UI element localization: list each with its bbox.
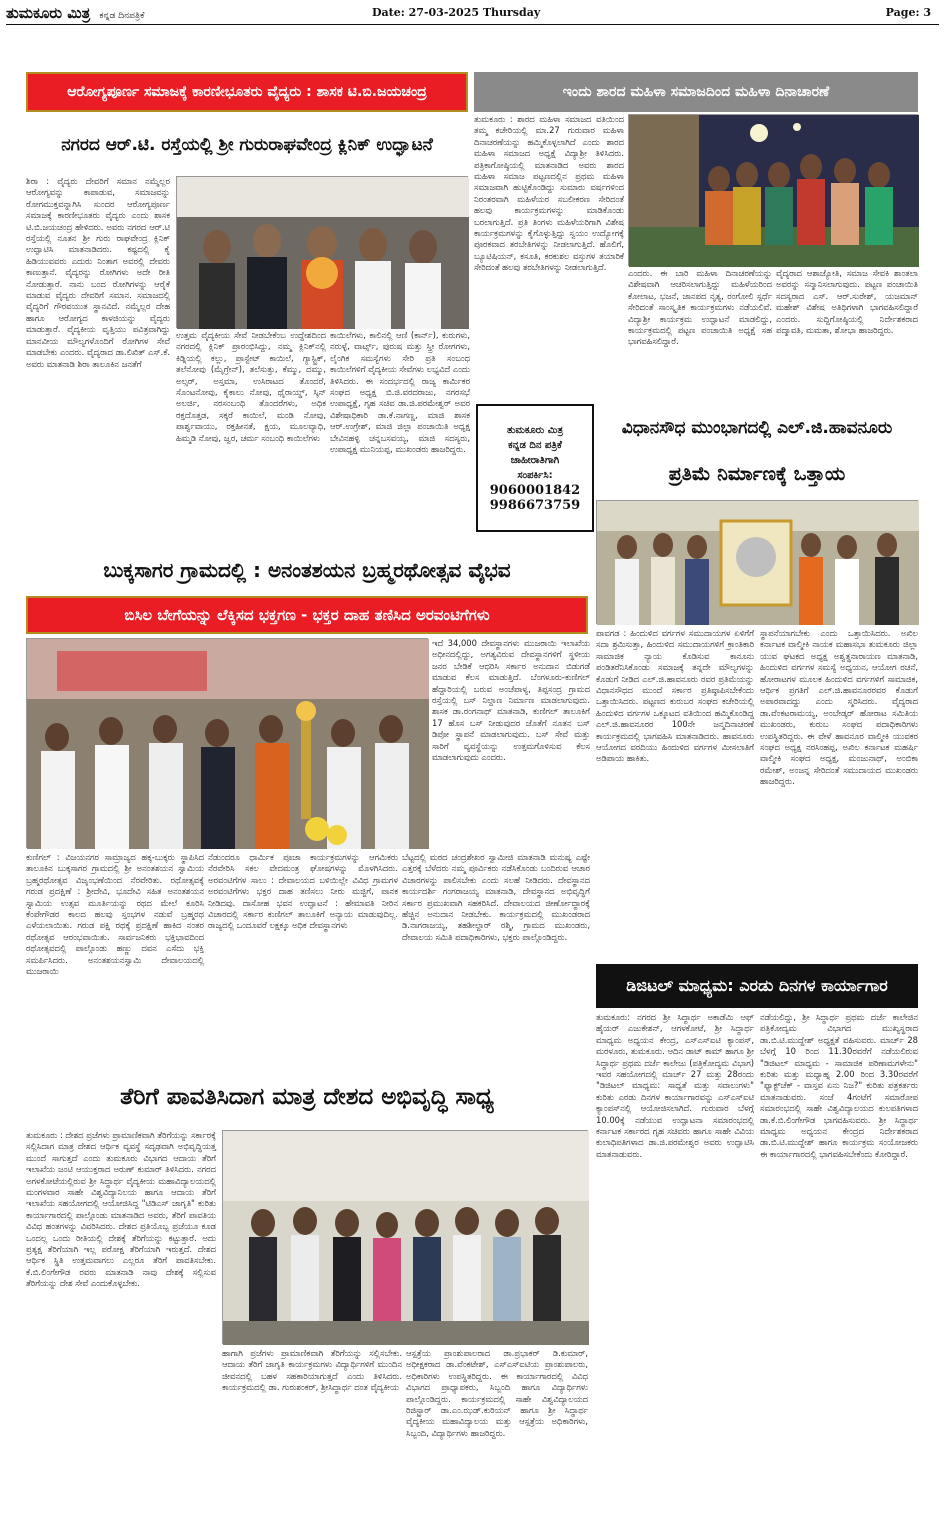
story1-body-col3: ಕಾಯಿಲೆಗಳು, ಕಾಲಿನಲ್ಲಿ ಆಣಿ (ಕಾರ್ನ್), ಕುರುಗಳು, ನರುಳ್ಳೆ, ವಾರ್ಟ್ಸ್, ಪುರುಷ ಮತ್ತು ಸ್ತ್ರೀ ರೋಗಗಳು, ಲೈಂಗಿಕ ಸಮಸ್ಯೆಗಳು ಸೇರಿ ಪ್ರತಿ ಸಂಬಂಧ ಕಾಯಿಲೆಗಳಿಗೆ ವೈದ್ಯಕೀಯ ಸೇವೆಗಳು ಲಭ್ಯವಿದೆ ಎಂದು ತಿಳಿಸಿದರು. ಈ ಸಂದರ್ಭದಲ್ಲಿ ರಾಜ್ಯ ಕಾರ್ಮಿಕರ ಸಂಘದ ಅಧ್ಯಕ್ಷ ಬಿ.ಜಿ.ವರದರಾಜು, ನಗರಸಭೆ ಉಪಾಧ್ಯಕ್ಷೆ, ಗೃಹ ಸಚಿವ ಡಾ.ಜಿ.ಪರಮೇಶ್ವರ್ ಅವರ ವಿಶೇಷಾಧಿಕಾರಿ ಡಾ.ಕೆ.ನಾಗಣ್ಣ, ಮಾಜಿ ಶಾಸಕ ಆರ್.ಉಗ್ರೇಶ್, ಮಾಜಿ ಜಿಲ್ಲಾ ಪಂಚಾಯಿತಿ ಅಧ್ಯಕ್ಷ ಬೇವಿನಹಳ್ಳಿ ಚನ್ನಬಸವಯ್ಯ, ಮಾಜಿ ಸದಸ್ಯರು, ಉಪಾಧ್ಯಕ್ಷ ಮುನಿಯಪ್ಪ, ಮುಖಂಡರು ಹಾಜರಿದ್ದರು. (330, 330, 470, 455)
story6-body-col2: ಆಸ್ಪತ್ರೆಯ ಪ್ರಾಂಶುಪಾಲರಾದ ಡಾ.ಪ್ರಭಾಕರ್ ಡಿ.ಕುಮಾರ್, ಅಧೀಕ್ಷಕರಾದ ಡಾ.ವೆಂಕಟೇಶ್, ಎಸ್‌ಎಸ್‌ಐಟಿಯ ಪ್ರಾಂಶುಪಾಲರು, ಅಧಿಕಾರಿಗಳು ಉಪಸ್ಥಿತರಿದ್ದರು. ಈ ಕಾರ್ಯಾಗಾರದಲ್ಲಿ ವಿವಿಧ ವಿಭಾಗದ ಪ್ರಾಧ್ಯಾಪಕರು, ಸಿಬ್ಬಂದಿ ಹಾಗೂ ವಿದ್ಯಾರ್ಥಿಗಳು ಪಾಲ್ಗೊಂಡಿದ್ದರು. ಕಾರ್ಯಕ್ರಮದಲ್ಲಿ ಸಾಹೇ ವಿಶ್ವವಿದ್ಯಾಲಯದ ರಿಜಿಸ್ಟ್ರಾರ್ ಡಾ.ಎಂ.ಝಡ್.ಕುರಿಯನ್ ಹಾಗೂ ಶ್ರೀ ಸಿದ್ಧಾರ್ಥ ವೈದ್ಯಕೀಯ ಮಹಾವಿದ್ಯಾಲಯ ಮತ್ತು ಆಸ್ಪತ್ರೆಯ ಅಧಿಕಾರಿಗಳು, ಸಿಬ್ಬಂದಿ, ವಿದ್ಯಾರ್ಥಿಗಳು ಹಾಜರಿದ್ದರು. (406, 1348, 588, 1438)
story1-kicker: ಆರೋಗ್ಯಪೂರ್ಣ ಸಮಾಜಕ್ಕೆ ಕಾರಣೀಭೂತರು ವೈದ್ಯರು : ಶಾಸಕ ಟಿ.ಬಿ.ಜಯಚಂದ್ರ (67, 84, 427, 100)
story2-women-photo (628, 114, 918, 266)
story4-body-right: ಇದೆ 34,000 ದೇವಸ್ಥಾನಗಳು ಮುಜರಾಯಿ ಇಲಾಖೆಯ ಅಧೀನದಲ್ಲಿದ್ದು, ಅಗತ್ಯವಿರುವ ದೇವಸ್ಥಾನಗಳಿಗೆ ಸ್ಥಳೀಯ ಜನರ ಬೇಡಿಕೆ ಆಧರಿಸಿ ಸರ್ಕಾರ ಅನುದಾನ ಬಿಡುಗಡೆ ಮಾಡುವ ಕೆಲಸ ಮಾಡುತ್ತಿದೆ. ಬೆಂಗಳೂರು-ಕುಣಿಗಲ್ ಹೆದ್ದಾರಿಯಲ್ಲಿ ಬರುವ ಅಂಚೆಪಾಳ್ಯ, ತಿಪ್ಪಸಂದ್ರ ಗ್ರಾಮದ ರಸ್ತೆಯಲ್ಲಿ ಬಸ್ ನಿಲ್ದಾಣ ನಿರ್ಮಾಣ ಮಾಡಲಾಗುವುದು. ಶಾಸಕ ಡಾ.ರಂಗನಾಥ್ ಮಾತನಾಡಿ, ಕುಣಿಗಲ್ ತಾಲೂಕಿಗೆ 17 ಹೊಸ ಬಸ್ ನೀಡುವುದರ ಜೊತೆಗೆ ನೂತನ ಬಸ್ ಡಿಪೋ ಸ್ಥಾಪನೆ ಮಾಡಲಾಗುವುದು. ಬಸ್ ಸೇವೆ ಮತ್ತು ಸಾರಿಗೆ ವ್ಯವಸ್ಥೆಯನ್ನು ಉತ್ತಮಗೊಳಿಸುವ ಕೆಲಸ ಮಾಡಲಾಗುವುದು ಎಂದರು. (432, 638, 590, 763)
temple-event-photo-image (27, 639, 429, 849)
logo-text: ತುಮಕೂರು ಮಿತ್ರ (6, 4, 91, 22)
ad-for-advert: ಜಾಹೀರಾತಿಗಾಗಿ (510, 455, 560, 466)
story4-kicker: ಬಿಸಿಲ ಬೇಗೆಯನ್ನು ಲೆಕ್ಕಿಸದ ಭಕ್ತಗಣ - ಭಕ್ತರ ದಾಹ ತಣಿಸಿದ ಅರವಂಟಿಗೆಗಳು (124, 606, 490, 624)
story1-body-col1: ಶಿರಾ : ವೈದ್ಯರು ದೇವರಿಗೆ ಸಮಾನ ನಮ್ಮೆಲ್ಲರ ಆರೋಗ್ಯವನ್ನು ಕಾಪಾಡುವ, ಸಮಾಜವನ್ನು ರೋಗಮುಕ್ತವನ್ನಾಗಿಸಿ ಸುಂದರ ಆರೋಗ್ಯಪೂರ್ಣ ಸಮಾಜಕ್ಕೆ ಕಾರಣೀಭೂತರು ವೈದ್ಯರು ಎಂದು ಶಾಸಕ ಟಿ.ಬಿ.ಜಯಚಂದ್ರ ಹೇಳಿದರು. ಅವರು ನಗರದ ಆರ್.ಟಿ ರಸ್ತೆಯಲ್ಲಿ ನೂತನ ಶ್ರೀ ಗುರು ರಾಘವೇಂದ್ರ ಕ್ಲಿನಿಕ್ ಉದ್ಘಾಟಿಸಿ ಮಾತನಾಡಿದರು. ಕಷ್ಟದಲ್ಲಿ ಕೈ ಹಿಡಿಯುವವರು ಎದುರು ನಿಂತಾಗ ಅವರಲ್ಲಿ ದೇವರು ಕಾಣುತ್ತಾನೆ. ವೈದ್ಯರನ್ನು ರೋಗಿಗಳು ಅದೇ ರೀತಿ ನೋಡುತ್ತಾರೆ. ನಾನು ಬಂದ ರೋಗಿಗಳನ್ನು ಆರೈಕೆ ಮಾಡುವ ವೈದ್ಯರು ದೇವರಿಗೆ ಸಮಾನ. ಸಮಾಜದಲ್ಲಿ ವೈದ್ಯರಿಗೆ ಗೌರವಯುತ ಸ್ಥಾನವಿದೆ. ನಮ್ಮೆಲ್ಲರ ದೇಹ ಹಾಗೂ ಆರೋಗ್ಯದ ಕಾಳಜಿಯನ್ನು ವೈದ್ಯರು ಮಾಡುತ್ತಾರೆ. ವೈದ್ಯಕೀಯ ವೃತ್ತಿಯು ಪವಿತ್ರವಾಗಿದ್ದು ಮಾನವೀಯ ಮೌಲ್ಯಗಳೊಂದಿಗೆ ರೋಗಿಗಳ ಸೇವೆ ಮಾಡಬೇಕು ಎಂದರು. ವೈದ್ಯರಾದ ಡಾ.ಲಿಖಿತ್ ಎಸ್.ಕೆ. ಅವರು ಮಾತನಾಡಿ ಶಿರಾ ತಾಲೂಕಿನ ಜನತೆಗೆ (26, 176, 170, 369)
story4-kicker-banner (26, 596, 588, 634)
story1-body-col2: ಉತ್ತಮ ವೈದ್ಯಕೀಯ ಸೇವೆ ನೀಡಬೇಕೆಂಬ ಉದ್ದೇಶದಿಂದ ನಗರದಲ್ಲಿ ಕ್ಲಿನಿಕ್ ಪ್ರಾರಂಭಿಸಿದ್ದು, ನಮ್ಮ ಕ್ಲಿನಿಕ್‌ನಲ್ಲಿ ಕಿಡ್ನಿಯಲ್ಲಿ ಕಲ್ಲು, ಪ್ರಾಸ್ಟೇಟ್ ಕಾಯಿಲೆ, ಗ್ಯಾಸ್ಟ್ರಿಕ್, ತಲೆನೋವು (ಮೈಗ್ರೇನ್), ತಲೆಸುತ್ತು, ಕೆಮ್ಮು, ದಮ್ಮು, ಅಲ್ಸರ್, ಅಸ್ತಮಾ, ಉಸಿರಾಟದ ತೊಂದರೆ, ಸೊಂಟನೋವು, ಕೈಕಾಲು ನೋವು, ಥೈರಾಯ್ಡ್, ಸ್ಕಿನ್ ಅಲರ್ಜಿ, ನರಸಂಬಂಧಿ ತೊಂದರೆಗಳು, ಅಧಿಕ ರಕ್ತದೊತ್ತಡ, ಸಕ್ಕರೆ ಕಾಯಿಲೆ, ಮಂಡಿ ನೋವು, ಪಾರ್ಶ್ವವಾಯು, ರಕ್ತಹೀನತೆ, ಕ್ಷಯ, ಮೂಲವ್ಯಾಧಿ, ಹಿಮ್ಮಡಿ ನೋವು, ಜ್ವರ, ಚರ್ಮ ಸಂಬಂಧಿ ಕಾಯಿಲೆಗಳು (176, 330, 326, 443)
masthead-rule (6, 24, 939, 25)
story1-kicker-banner (26, 72, 468, 112)
story2-body-col2: ಎಂದರು. ಈ ಬಾರಿ ಮಹಿಳಾ ದಿನಾಚರಣೆಯನ್ನು ವಿಶೇಷವಾಗಿ ಆಚರಿಸಲಾಗುತ್ತಿದ್ದು ಮಹಿಳೆಯರಿಂದ ಕೋಲಾಟ, ಭಜನೆ, ಜಾನಪದ ನೃತ್ಯ, ರಂಗೋಲಿ ಸ್ಪರ್ಧೆ ಸೇರಿದಂತೆ ಸಾಂಸ್ಕೃತಿಕ ಕಾರ್ಯಕ್ರಮಗಳು ನಡೆಯಲಿವೆ. ವಿದ್ಯಾಶ್ರೀ ಕಾರ್ಯಕ್ರಮ ಉದ್ಘಾಟನೆ ಮಾಡಲಿದ್ದು, ಕಾರ್ಯಕ್ರಮದಲ್ಲಿ ಪಟ್ಟಣ ಪಂಚಾಯಿತಿ ಅಧ್ಯಕ್ಷೆ ಸಹ ಭಾಗವಹಿಸಲಿದ್ದಾರೆ. (628, 268, 772, 347)
story4-body-col1: ಕುಣಿಗಲ್ : ವಿಜಯನಗರ ಸಾಮ್ರಾಜ್ಯದ ಹಕ್ಕ-ಬುಕ್ಕರು ಸ್ಥಾಪಿಸಿದ ತಾಲೂಕಿನ ಬುಕ್ಕಸಾಗರ ಗ್ರಾಮದಲ್ಲಿ ಶ್ರೀ ಅನಂತಶಯನ ಸ್ವಾಮಿಯ ಬ್ರಹ್ಮರಥೋತ್ಸವ ವಿಜೃಂಭಣೆಯಿಂದ ನೆರವೇರಿತು. ರಥೋತ್ಸವಕ್ಕೆ ಗರುಡ ಪ್ರದಕ್ಷಿಣೆ : ಶ್ರೀದೇವಿ, ಭೂದೇವಿ ಸಹಿತ ಅನಂತಶಯನ ಸ್ವಾಮಿಯ ಉತ್ಸವ ಮೂರ್ತಿಯನ್ನು ರಥದ ಮೇಲೆ ಕೂರಿಸಿ ಕೆಂಪೇಗೌಡರ ಕಾಲದ ಹಲವು ಸ್ತಂಭಗಳ ನಡುವೆ ಬ್ರಹ್ಮರಥ ಎಳೆಯಲಾಯಿತು. ಗರುಡ ಪಕ್ಷಿ ರಥಕ್ಕೆ ಪ್ರದಕ್ಷಿಣೆ ಹಾಕಿದ ನಂತರ ರಥೋತ್ಸವ ಆರಂಭವಾಯಿತು. ಸಾರ್ವಜನಿಕರು ಭಕ್ತಿಭಾವದಿಂದ ರಥೋತ್ಸವದಲ್ಲಿ ಪಾಲ್ಗೊಂಡು ಹಣ್ಣು ದವನ ಎಸೆದು ಭಕ್ತಿ ಸಮರ್ಪಿಸಿದರು. ಅನಂತಶಯನಸ್ವಾಮಿ ದೇವಾಲಯದಲ್ಲಿ ಮುಜರಾಯಿ (26, 852, 204, 977)
story6-group-photo (222, 1130, 588, 1344)
story5-body-col2: ನಡೆಯಲಿದ್ದು, ಶ್ರೀ ಸಿದ್ಧಾರ್ಥ ಪ್ರಥಮ ದರ್ಜೆ ಕಾಲೇಜಿನ ಪತ್ರಿಕೋದ್ಯಮ ವಿಭಾಗದ ಮುಖ್ಯಸ್ಥರಾದ ಡಾ.ಬಿ.ಟಿ.ಮುದ್ದೇಶ್ ಅಧ್ಯಕ್ಷತೆ ವಹಿಸುವರು. ಮಾರ್ಚ್ 28 ಬೆಳಗ್ಗೆ 10 ರಿಂದ 11.30ರವರೆಗೆ ನಡೆಯಲಿರುವ "ಡಿಜಿಟಲ್ ಮಾಧ್ಯಮ - ಸಾಮಾಜಿಕ ಪರಿಣಾಮಗಳೇನು" ಕುರಿತು ಮತ್ತು ಮಧ್ಯಾಹ್ನ 2.00 ರಿಂದ 3.30ರವರೆಗೆ "ಫ್ಯಾಕ್ಟ್‌ಚೆಕ್ - ವಾಸ್ತವ ಏನು ನಿಜ?" ಕುರಿತು ಪತ್ರಕರ್ತರು ಮಾತನಾಡುವರು. ಸಂಜೆ 4ಗಂಟೆಗೆ ಸಮಾರೋಪ ಸಮಾರಂಭದಲ್ಲಿ ಸಾಹೇ ವಿಶ್ವವಿದ್ಯಾಲಯದ ಕುಲಪತಿಗಳಾದ ಡಾ.ಕೆ.ಬಿ.ಲಿಂಗೇಗೌಡ ಭಾಗವಹಿಸುವರು. ಶ್ರೀ ಸಿದ್ಧಾರ್ಥ ಮಾಧ್ಯಮ ಅಧ್ಯಯನ ಕೇಂದ್ರದ ನಿರ್ದೇಶಕರಾದ ಡಾ.ಬಿ.ಟಿ.ಮುದ್ದೇಶ್ ಹಾಗೂ ಕಾರ್ಯಕ್ರಮ ಸಂಯೋಜಕರು ಈ ಕಾರ್ಯಾಗಾರದಲ್ಲಿ ಭಾಗವಹಿಸಬೇಕೆಂದು ಕೋರಿದ್ದಾರೆ. (760, 1012, 918, 1159)
ad-paper-name: ತುಮಕೂರು ಮಿತ್ರ (506, 425, 564, 436)
story1-headline: ನಗರದ ಆರ್.ಟಿ. ರಸ್ತೆಯಲ್ಲಿ ಶ್ರೀ ಗುರುರಾಘವೇಂದ್ರ ಕ್ಲಿನಿಕ್ ಉದ್ಘಾಟನೆ (61, 135, 433, 155)
ad-paper-tagline: ಕನ್ನಡ ದಿನ ಪತ್ರಿಕೆ (508, 440, 562, 451)
story2-kicker: ಇಂದು ಶಾರದ ಮಹಿಳಾ ಸಮಾಜದಿಂದ ಮಹಿಳಾ ದಿನಾಚಾರಣೆ (562, 84, 830, 100)
story3-body-col2: ಸ್ಥಾಪನೆಯಾಗಬೇಕು ಎಂದು ಒತ್ತಾಯಿಸಿದರು. ಅಖಿಲ ಕರ್ನಾಟಕ ವಾಲ್ಮೀಕಿ ನಾಯಕ ಮಹಾಸಭಾ ತುಮಕೂರು ಜಿಲ್ಲಾ ಯುವ ಘಟಕದ ಅಧ್ಯಕ್ಷ ಅಶ್ವತ್ಥನಾರಾಯಣ ಮಾತನಾಡಿ, ಹಿಂದುಳಿದ ವರ್ಗಗಳ ಸಮಸ್ಯೆ ಅಧ್ಯಯನ, ಆಯೋಗ ರಚನೆ, ಹೋರಾಟಗಳ ಮೂಲಕ ಹಿಂದುಳಿದ ವರ್ಗಗಳಿಗೆ ಸಾಮಾಜಿಕ, ಆರ್ಥಿಕ ಪ್ರಗತಿಗೆ ಎಲ್.ಜಿ.ಹಾವನೂರರವರ ಕೊಡುಗೆ ಅಪಾರವಾದದ್ದು ಎಂದು ಸ್ಮರಿಸಿದರು. ವೈದ್ಯರಾದ ಡಾ.ವೆಂಕಟರಾಮಯ್ಯ, ಅಂಬೇಡ್ಕರ್ ಹೋರಾಟ ಸಮಿತಿಯ ಮುಖಂಡರು, ಕುರುಬ ಸಂಘದ ಪದಾಧಿಕಾರಿಗಳು ಉಪಸ್ಥಿತರಿದ್ದರು. ಈ ವೇಳೆ ಹಾವನೂರ ವಾಲ್ಮೀಕಿ ಯುವಕರ ಸಂಘದ ಅಧ್ಯಕ್ಷ ನರಸಿಂಹಪ್ಪ, ಅಖಿಲ ಕರ್ನಾಟಕ ಮಹರ್ಷಿ ವಾಲ್ಮೀಕಿ ಸಂಘದ ಅಧ್ಯಕ್ಷ, ಮಂಜುನಾಥ್, ಅಂಬಿಕಾ ರಮೇಶ್, ಅಂಜನ್ನ ಸೇರಿದಂತೆ ಸಮುದಾಯದ ಮುಖಂಡರು ಹಾಜರಿದ್ದರು. (760, 628, 918, 787)
story4-body-col3: ಬೆಟ್ಟದಲ್ಲಿ ಮಠದ ಚಂದ್ರಶೇಖರ ಸ್ವಾಮೀಜಿ ಮಾತನಾಡಿ ಮನುಷ್ಯ ಎಷ್ಟೇ ಎತ್ತರಕ್ಕೆ ಬೆಳೆದರು ನಮ್ಮ ಪೂರ್ವಿಕರು ನಡೆಸಿಕೊಂಡು ಬಂದಿರುವ ಆಚಾರ ವಿಚಾರಗಳನ್ನು ಪಾಲಿಸಬೇಕು ಎಂದು ಸಲಹೆ ನೀಡಿದರು. ದೇವಸ್ಥಾನದ ಕಾರ್ಯದರ್ಶಿ ಗಂಗರಾಜಯ್ಯ ಮಾತನಾಡಿ, ದೇವಸ್ಥಾನದ ಅಭಿವೃದ್ಧಿಗೆ ಸರ್ಕಾರ ಪ್ರಮುಖವಾಗಿ ಸಹಕರಿಸಿದೆ. ದೇವಾಲಯದ ಜೀರ್ಣೋದ್ಧಾರಕ್ಕೆ ಹೆಚ್ಚಿನ ಅನುದಾನ ನೀಡಬೇಕು. ಕಾರ್ಯಕ್ರಮದಲ್ಲಿ ಮುಖಂಡರಾದ ಡಿ.ನಾಗರಾಜಯ್ಯ, ತಹಶೀಲ್ದಾರ್ ರಶ್ಮಿ, ಗ್ರಾಮದ ಮುಖಂಡರು, ದೇವಾಲಯ ಸಮಿತಿ ಪದಾಧಿಕಾರಿಗಳು, ಭಕ್ತರು ಪಾಲ್ಗೊಂಡಿದ್ದರು. (402, 852, 590, 942)
ad-contact-label: ಸಂಪರ್ಕಿಸಿ: (517, 470, 553, 481)
story2-body-col1: ತುಮಕೂರು : ಶಾರದ ಮಹಿಳಾ ಸಮಾಜದ ವತಿಯಿಂದ ತಮ್ಮ ಕಚೇರಿಯಲ್ಲಿ ಮಾ.27 ಗುರುವಾರ ಮಹಿಳಾ ದಿನಾಚರಣೆಯನ್ನು ಹಮ್ಮಿಕೊಳ್ಳಲಾಗಿದೆ ಎಂದು ಶಾರದ ಮಹಿಳಾ ಸಮಾಜದ ಅಧ್ಯಕ್ಷೆ ವಿದ್ಯಾಶ್ರೀ ತಿಳಿಸಿದರು. ಪತ್ರಿಕಾಗೋಷ್ಠಿಯಲ್ಲಿ ಮಾತನಾಡಿದ ಅವರು ಶಾರದ ಮಹಿಳಾ ಸಮಾಜ ಪಟ್ಟಣದಲ್ಲಿನ ಪ್ರಥಮ ಮಹಿಳಾ ಸಮಾಜವಾಗಿ ಹುಟ್ಟಿಕೊಂಡಿದ್ದು ಸುಮಾರು ವರ್ಷಗಳಿಂದ ನಿರಂತರವಾಗಿ ಮಹಿಳೆಯರ ಸಬಲೀಕರಣ ಸೇರಿದಂತೆ ಹಲವು ಕಾರ್ಯಕ್ರಮಗಳನ್ನು ಮಾಡಿಕೊಂಡು ಬರಲಾಗುತ್ತಿದೆ. ಪ್ರತಿ ತಿಂಗಳು ಮಹಿಳೆಯರಿಗಾಗಿ ವಿಶೇಷ ಕಾರ್ಯಕ್ರಮಗಳನ್ನು ಕೈಗೊಳ್ಳುತ್ತಿದ್ದು ಸ್ವಯಂ ಉದ್ಯೋಗಕ್ಕೆ ಪೂರಕವಾದ ತರಬೇತಿಗಳನ್ನು ನೀಡಲಾಗುತ್ತಿದೆ. ಹೊಲಿಗೆ, ಬ್ಯೂಟಿಷಿಯನ್, ಕಸೂತಿ, ಕರಕುಶಲ ವಸ್ತುಗಳ ತಯಾರಿಕೆ ಸೇರಿದಂತೆ ಹಲವು ತರಬೇತಿಗಳನ್ನು ನೀಡಲಾಗುತ್ತಿದೆ. (474, 114, 624, 273)
clinic-photo-image (177, 177, 469, 329)
advert-contact-box (476, 404, 594, 532)
story5-body-col1: ತುಮಕೂರು: ನಗರದ ಶ್ರೀ ಸಿದ್ಧಾರ್ಥ ಅಕಾಡೆಮಿ ಆಫ್ ಹೈಯರ್ ಎಜುಕೇಶನ್, ಆಗಳಕೋಟೆ, ಶ್ರೀ ಸಿದ್ಧಾರ್ಥ ಮಾಧ್ಯಮ ಅಧ್ಯಯನ ಕೇಂದ್ರ, ಎಸ್‌ಎಸ್‌ಐಟಿ ಕ್ಯಾಂಪಸ್, ಮರಳೂರು, ತುಮಕೂರು. ಆದಿನ ಡಾಟ್ ಕಾಮ್ ಹಾಗೂ ಶ್ರೀ ಸಿದ್ಧಾರ್ಥ ಪ್ರಥಮ ದರ್ಜೆ ಕಾಲೇಜು (ಪತ್ರಿಕೋದ್ಯಮ ವಿಭಾಗ) ಇವರ ಸಹಯೋಗದಲ್ಲಿ ಮಾರ್ಚ್ 27 ಮತ್ತು 28ರಂದು "ಡಿಜಿಟಲ್ ಮಾಧ್ಯಮ: ಸಾಧ್ಯತೆ ಮತ್ತು ಸವಾಲುಗಳು" ಕುರಿತು ಎರಡು ದಿನಗಳ ಕಾರ್ಯಾಗಾರವನ್ನು ಎಸ್‌ಎಸ್‌ಐಟಿ ಕ್ಯಾಂಪಸ್‌ನಲ್ಲಿ ಆಯೋಜಿಸಲಾಗಿದೆ. ಗುರುವಾರ ಬೆಳಗ್ಗೆ 10.00ಕ್ಕೆ ನಡೆಯುವ ಉದ್ಘಾಟನಾ ಸಮಾರಂಭದಲ್ಲಿ ಕರ್ನಾಟಕ ಸರ್ಕಾರದ ಗೃಹ ಸಚಿವರು ಹಾಗೂ ಸಾಹೇ ವಿವಿಯ ಕುಲಾಧಿಪತಿಗಳಾದ ಡಾ.ಜಿ.ಪರಮೇಶ್ವರ ಅವರು ಉದ್ಘಾಟಿಸಿ ಮಾತನಾಡುವರು. (596, 1012, 754, 1159)
story2-body-col3: ವೈದ್ಯರಾದ ಆಶಾಜ್ಯೋತಿ, ಸಮಾಜ ಸೇವಕಿ ಶಾಂತಲಾ ಅವರನ್ನು ಸನ್ಮಾನಿಸಲಾಗುವುದು. ಪಟ್ಟಣ ಪಂಚಾಯಿತಿ ಸದಸ್ಯರಾದ ಎಸ್. ಆರ್.ಸುರೇಶ್, ಯಜಮಾನ್ ಮಹೇಶ್ ವಿಶೇಷ ಅತಿಥಿಗಳಾಗಿ ಭಾಗವಹಿಸಲಿದ್ದಾರೆ ಎಂದರು. ಸುದ್ದಿಗೋಷ್ಠಿಯಲ್ಲಿ ನಿರ್ದೇಶಕರಾದ ಪದ್ಮಾವತಿ, ಮಮತಾ, ಶೋಭಾ ಹಾಜರಿದ್ದರು. (776, 268, 918, 336)
statue-event-photo-image (597, 501, 919, 625)
edition-date: Date: 27-03-2025 Thursday (372, 6, 541, 19)
story4-body-col2: ನೆಡುಂದರೂ ಧಾರ್ಮಿಕ ಪೂಜಾ ಕಾರ್ಯಕ್ರಮಗಳನ್ನು ಆಗಮಿಕರು ನೆರವೇರಿಸಿ ಸಕಲ ವೇದಮಂತ್ರ ಘೋಷಗಳನ್ನು ಮೊಳಗಿಸಿದರು. ಅರವಂಟಿಗೆಗಳ ಸಾಲು : ದೇವಾಲಯದ ಬಳಿಯಿಲ್ಲೇ ವಿವಿಧ ಗ್ರಾಮಗಳ ಅರವಂಟಿಗೆಗಳು ಭಕ್ತರ ದಾಹ ತಣಿಸಲು ನೀರು ಮಜ್ಜಿಗೆ, ಪಾನಕ ನೀಡಿದವು. ದಾಸೋಹ ಭವನ ಉದ್ಘಾಟನೆ : ಹೇಮಾವತಿ ನೀರಿನ ವಿಚಾರದಲ್ಲಿ ಸರ್ಕಾರ ಕುಣಿಗಲ್ ತಾಲೂಕಿಗೆ ಅನ್ಯಾಯ ಮಾಡುವುದಿಲ್ಲ. ರಾಜ್ಯದಲ್ಲಿ ಒಂದೂವರೆ ಲಕ್ಷಕ್ಕೂ ಅಧಿಕ ದೇವಸ್ಥಾನಗಳು (208, 852, 398, 931)
story5-headline: ಡಿಜಿಟಲ್ ಮಾಧ್ಯಮ: ಎರಡು ದಿನಗಳ ಕಾರ್ಯಾಗಾರ (626, 976, 888, 995)
story6-body-col1: ತುಮಕೂರು : ದೇಶದ ಪ್ರಜೆಗಳು ಪ್ರಾಮಾಣಿಕವಾಗಿ ತೆರಿಗೆಯನ್ನು ಸರ್ಕಾರಕ್ಕೆ ಸಲ್ಲಿಸಿದಾಗ ಮಾತ್ರ ದೇಶದ ಆರ್ಥಿಕ ವ್ಯವಸ್ಥೆ ಸದೃಢವಾಗಿ ಅಭಿವೃದ್ಧಿಯತ್ತ ಮುಂದೆ ಸಾಗುತ್ತದೆ ಎಂದು ತುಮಕೂರು ವಿಭಾಗದ ಆದಾಯ ತೆರಿಗೆ ಇಲಾಖೆಯ ಜಂಟಿ ಆಯುಕ್ತರಾದ ಅರುಣ್ ಕುಮಾರ್ ತಿಳಿಸಿದರು. ನಗರದ ಅಗಳಕೋಟೆಯಲ್ಲಿರುವ ಶ್ರೀ ಸಿದ್ಧಾರ್ಥ ವೈದ್ಯಕೀಯ ಮಹಾವಿದ್ಯಾಲಯದಲ್ಲಿ ಮಂಗಳವಾರ ಸಾಹೇ ವಿಶ್ವವಿದ್ಯಾನಿಲಯ ಹಾಗೂ ಆದಾಯ ತೆರಿಗೆ ಇಲಾಖೆಯ ಸಹಯೋಗದಲ್ಲಿ ಆಯೋಜಿಸಿದ್ದ "ಟಿಡಿಎಸ್ ಜಾಗೃತಿ" ಕುರಿತು ಕಾರ್ಯಾಗಾರದಲ್ಲಿ ಪಾಲ್ಗೊಂಡು ಮಾತನಾಡಿದ ಅವರು, ತೆರಿಗೆ ಪಾವತಿಯ ವಿವಿಧ ಹಂತಗಳನ್ನು ವಿವರಿಸಿದರು. ದೇಶದ ಪ್ರತಿಯೊಬ್ಬ ಪ್ರಜೆಯೂ ಕೂಡ ಒಂದಲ್ಲ ಒಂದು ರೀತಿಯಲ್ಲಿ ದೇಶಕ್ಕೆ ತೆರಿಗೆಯನ್ನು ಕಟ್ಟುತ್ತಾರೆ. ಅದು ಪ್ರತ್ಯಕ್ಷ ತೆರಿಗೆಯಾಗಿ ಇಲ್ಲ ಪರೋಕ್ಷ ತೆರಿಗೆಯಾಗಿ ಇರುತ್ತದೆ. ದೇಶದ ಆರ್ಥಿಕ ಸ್ಥಿತಿ ಉತ್ತಮವಾಗಲು ಎಲ್ಲರೂ ತೆರಿಗೆ ಪಾವತಿಸಬೇಕು. ಕೆ.ಬಿ.ಲಿಂಗೇಗೌಡ ರವರು ಮಾತನಾಡಿ ನಾವು ದೇಶಕ್ಕೆ ಸಲ್ಲಿಸುವ ತೆರಿಗೆಯನ್ನು ದೇಶ ಸೇವೆ ಎಂದುಕೊಳ್ಳಬೇಕು. (26, 1130, 216, 1289)
story6-photo-caption: ಹಾಗಾಗಿ ಪ್ರಜೆಗಳು ಪ್ರಾಮಾಣಿಕವಾಗಿ ತೆರಿಗೆಯನ್ನು ಸಲ್ಲಿಸಬೇಕು. ಆದಾಯ ತೆರಿಗೆ ಜಾಗೃತಿ ಕಾರ್ಯಕ್ರಮಗಳು ವಿದ್ಯಾರ್ಥಿಗಳಿಗೆ ಮುಂದಿನ ಜೀವನದಲ್ಲಿ ಬಹಳ ಸಹಕಾರಿಯಾಗುತ್ತದೆ ಎಂದು ತಿಳಿಸಿದರು. ಕಾರ್ಯಕ್ರಮದಲ್ಲಿ ಡಾ. ಗುರುಶಂಕರ್, ಶ್ರೀಸಿದ್ಧಾರ್ಥ ದಂತ ವೈದ್ಯಕೀಯ (222, 1348, 402, 1393)
women-day-photo-image (629, 115, 919, 267)
story3-body-col1: ಪಾವಗಡ : ಹಿಂದುಳಿದ ವರ್ಗಗಳ ಸಮುದಾಯಗಳ ಏಳಿಗೆಗೆ ಸದಾ ಶ್ರಮಿಸುತ್ತಾ, ಹಿಂದುಳಿದ ಸಮುದಾಯಗಳಿಗೆ ಕ್ರಾಂತಿಕಾರಿ ಸಾಮಾಜಿಕ ನ್ಯಾಯ ಕೊಡಿಸುವ ಕಾನೂನು ಪಂಡಿತರೆನಿಸಿಕೊಂಡು ಸಮಾಜಕ್ಕೆ ತನ್ನದೇ ಮೌಲ್ಯಗಳನ್ನು ಕೊಡುಗೆ ನೀಡಿದ ಎಲ್.ಜಿ.ಹಾವನೂರು ರವರ ಪ್ರತಿಮೆಯನ್ನು ವಿಧಾನಸೌಧದ ಮುಂದೆ ಸರ್ಕಾರ ಪ್ರತಿಷ್ಠಾಪಿಸಬೇಕೆಂದು ಒತ್ತಾಯಿಸಿದರು. ಪಟ್ಟಣದ ಕುರುಬರ ಸಂಘದ ಕಚೇರಿಯಲ್ಲಿ ಹಿಂದುಳಿದ ವರ್ಗಗಳ ಒಕ್ಕೂಟದ ವತಿಯಿಂದ ಹಮ್ಮಿಕೊಂಡಿದ್ದ ಎಲ್.ಜಿ.ಹಾವನೂರರ 100ನೇ ಜನ್ಮದಿನಾಚರಣೆ ಕಾರ್ಯಕ್ರಮದಲ್ಲಿ ಭಾಗವಹಿಸಿ ಮಾತನಾಡಿದರು. ಹಾವನೂರು ಆಯೋಗದ ವರದಿಯು ಹಿಂದುಳಿದ ವರ್ಗಗಳ ಮೀಸಲಾತಿಗೆ ಅಡಿಪಾಯ ಹಾಕಿತು. (596, 628, 754, 764)
masthead-logo (6, 4, 144, 22)
story5-headline-banner (596, 964, 918, 1008)
page-number: Page: 3 (885, 6, 931, 19)
tax-workshop-photo-image (223, 1131, 589, 1345)
story2-kicker-banner (474, 72, 918, 112)
story3-headline-line1: ವಿಧಾನಸೌಧ ಮುಂಭಾಗದಲ್ಲಿ ಎಲ್.ಜಿ.ಹಾವನೂರು (621, 418, 893, 438)
story3-statue-photo (596, 500, 918, 624)
story6-headline: ತೆರಿಗೆ ಪಾವತಿಸಿದಾಗ ಮಾತ್ರ ದೇಶದ ಅಭಿವೃದ್ಧಿ ಸಾಧ್ಯ (120, 1084, 494, 1110)
story1-clinic-photo (176, 176, 468, 328)
ad-phone-2: 9986673759 (489, 498, 581, 513)
story4-headline: ಬುಕ್ಕಸಾಗರ ಗ್ರಾಮದಲ್ಲಿ : ಅನಂತಶಯನ ಬ್ರಹ್ಮರಥೋತ್ಸವ ವೈಭವ (103, 558, 511, 582)
story3-headline-line2: ಪ್ರತಿಮೆ ನಿರ್ಮಾಣಕ್ಕೆ ಒತ್ತಾಯ (668, 463, 846, 485)
ad-phone-1: 9060001842 (489, 483, 581, 498)
story4-temple-photo (26, 638, 428, 848)
logo-tagline: ಕನ್ನಡ ದಿನಪತ್ರಿಕೆ (99, 11, 145, 21)
